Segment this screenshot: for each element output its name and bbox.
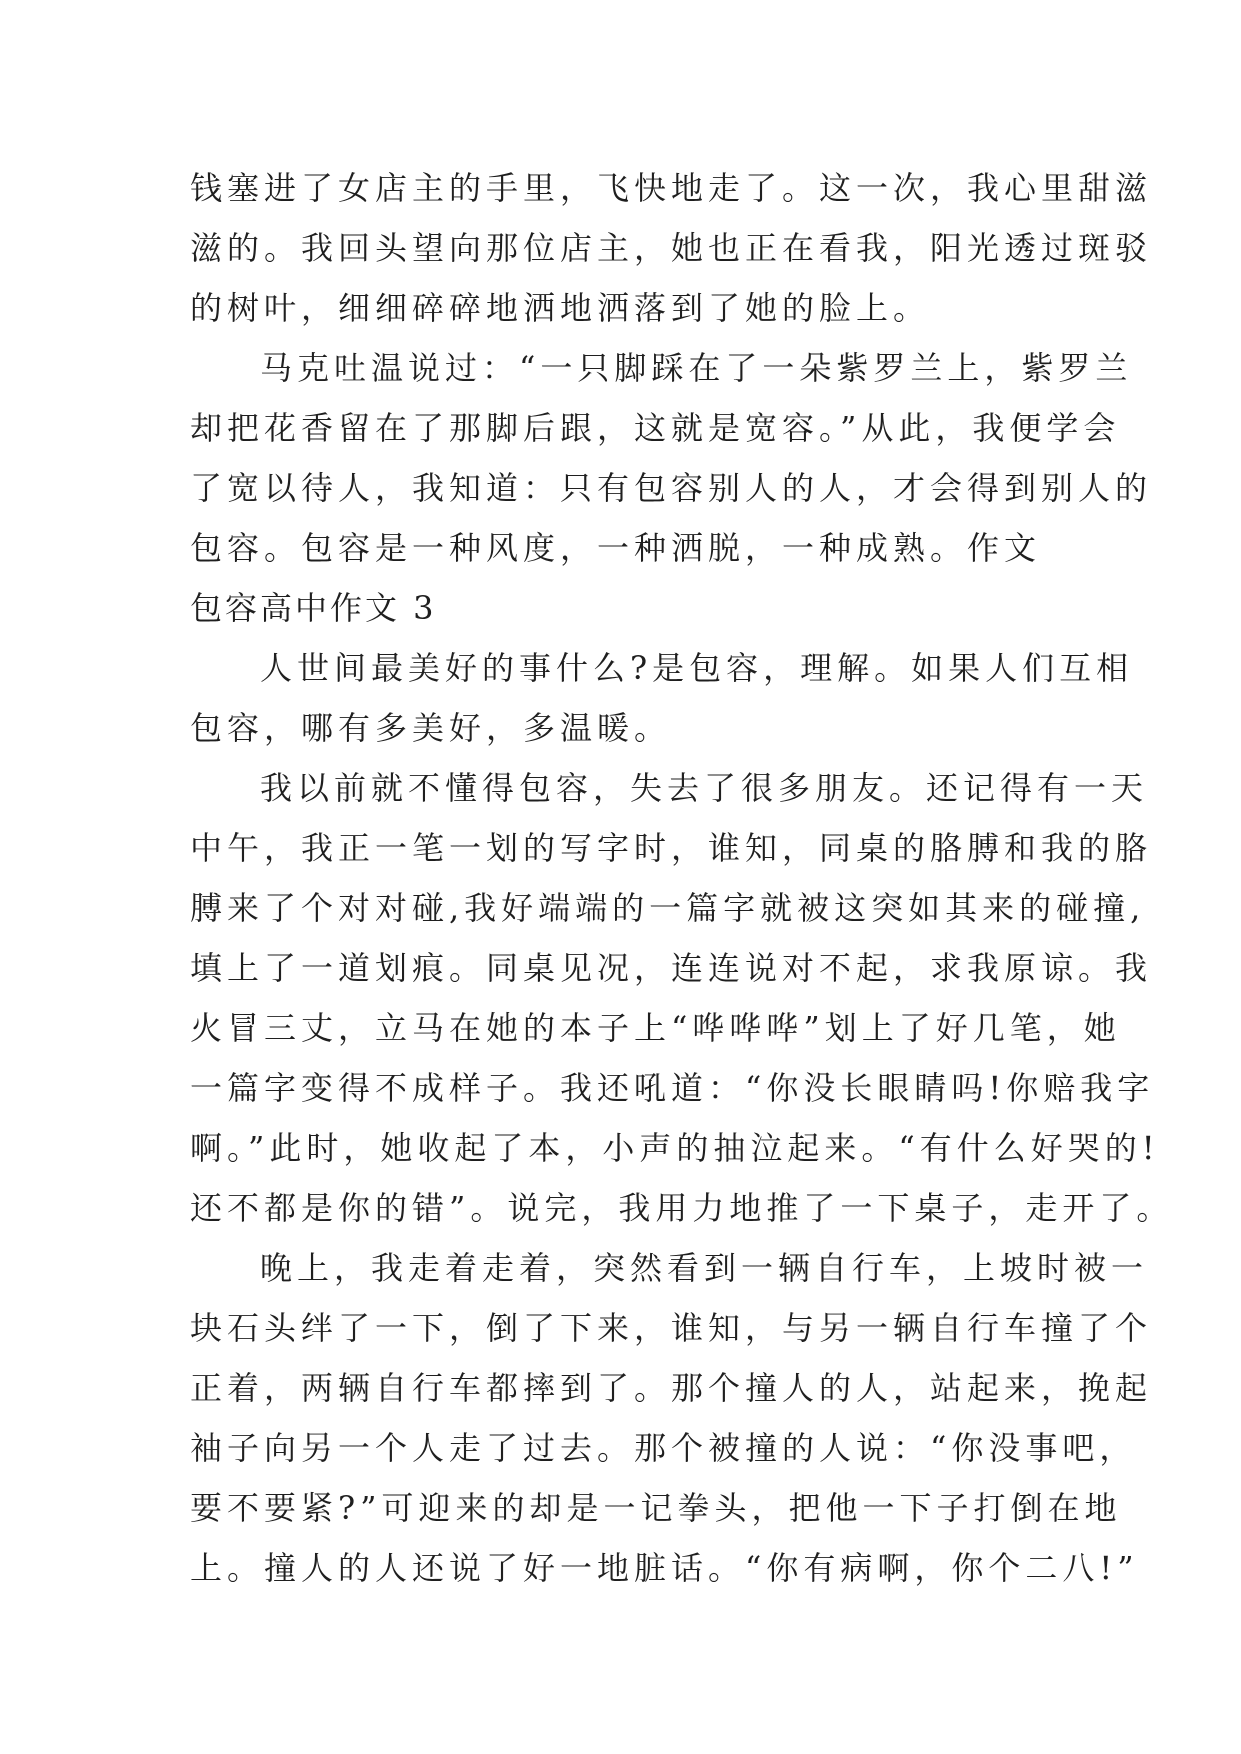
text-line: 人世间最美好的事什么?是包容，理解。如果人们互相 <box>260 649 1134 687</box>
document-body <box>190 158 1174 1598</box>
paragraph-2 <box>190 338 1153 578</box>
text-line: 块石头绊了一下，倒了下来，谁知，与另一辆自行车撞了个 <box>190 1309 1153 1347</box>
text-line: 晚上，我走着走着，突然看到一辆自行车，上坡时被一 <box>260 1249 1149 1287</box>
text-line: 还不都是你的错”。说完，我用力地推了一下桌子，走开了。 <box>190 1189 1174 1227</box>
text-line: 我以前就不懂得包容，失去了很多朋友。还记得有一天 <box>260 769 1149 807</box>
paragraph-3 <box>190 638 1134 758</box>
text-line: 火冒三丈，立马在她的本子上“哗哗哗”划上了好几笔，她 <box>190 1009 1121 1047</box>
text-line: 要不要紧?”可迎来的却是一记拳头，把他一下子打倒在地 <box>190 1489 1122 1527</box>
text-line: 填上了一道划痕。同桌见况，连连说对不起，求我原谅。我 <box>190 949 1153 987</box>
text-line: 包容。包容是一种风度，一种洒脱，一种成熟。作文 <box>190 529 1042 567</box>
text-line: 正着，两辆自行车都摔到了。那个撞人的人，站起来，挽起 <box>190 1369 1153 1407</box>
section-title-text: 包容高中作文 3 <box>190 589 437 627</box>
paragraph-1 <box>190 158 1153 338</box>
text-line: 上。撞人的人还说了好一地脏话。“你有病啊，你个二八!” <box>190 1549 1139 1587</box>
text-line: 一篇字变得不成样子。我还吼道：“你没长眼睛吗!你赔我字 <box>190 1069 1155 1107</box>
text-line: 钱塞进了女店主的手里，飞快地走了。这一次，我心里甜滋 <box>190 169 1153 207</box>
text-line: 包容，哪有多美好，多温暖。 <box>190 709 672 747</box>
text-line: 了宽以待人，我知道：只有包容别人的人，才会得到别人的 <box>190 469 1153 507</box>
text-line: 中午，我正一笔一划的写字时，谁知，同桌的胳膊和我的胳 <box>190 829 1153 867</box>
text-line: 马克吐温说过：“一只脚踩在了一朵紫罗兰上，紫罗兰 <box>260 349 1133 387</box>
text-line: 的树叶，细细碎碎地洒地洒落到了她的脸上。 <box>190 289 931 327</box>
text-line: 袖子向另一个人走了过去。那个被撞的人说：“你没事吧， <box>190 1429 1137 1467</box>
text-line: 却把花香留在了那脚后跟，这就是宽容。”从此，我便学会 <box>190 409 1121 447</box>
text-line: 滋的。我回头望向那位店主，她也正在看我，阳光透过斑驳 <box>190 229 1153 267</box>
text-line: 啊。”此时，她收起了本，小声的抽泣起来。“有什么好哭的! <box>190 1129 1160 1167</box>
paragraph-4 <box>190 758 1174 1238</box>
text-line: 膊来了个对对碰,我好端端的一篇字就被这突如其来的碰撞, <box>190 889 1146 927</box>
section-title <box>190 578 1070 638</box>
paragraph-5 <box>190 1238 1153 1598</box>
